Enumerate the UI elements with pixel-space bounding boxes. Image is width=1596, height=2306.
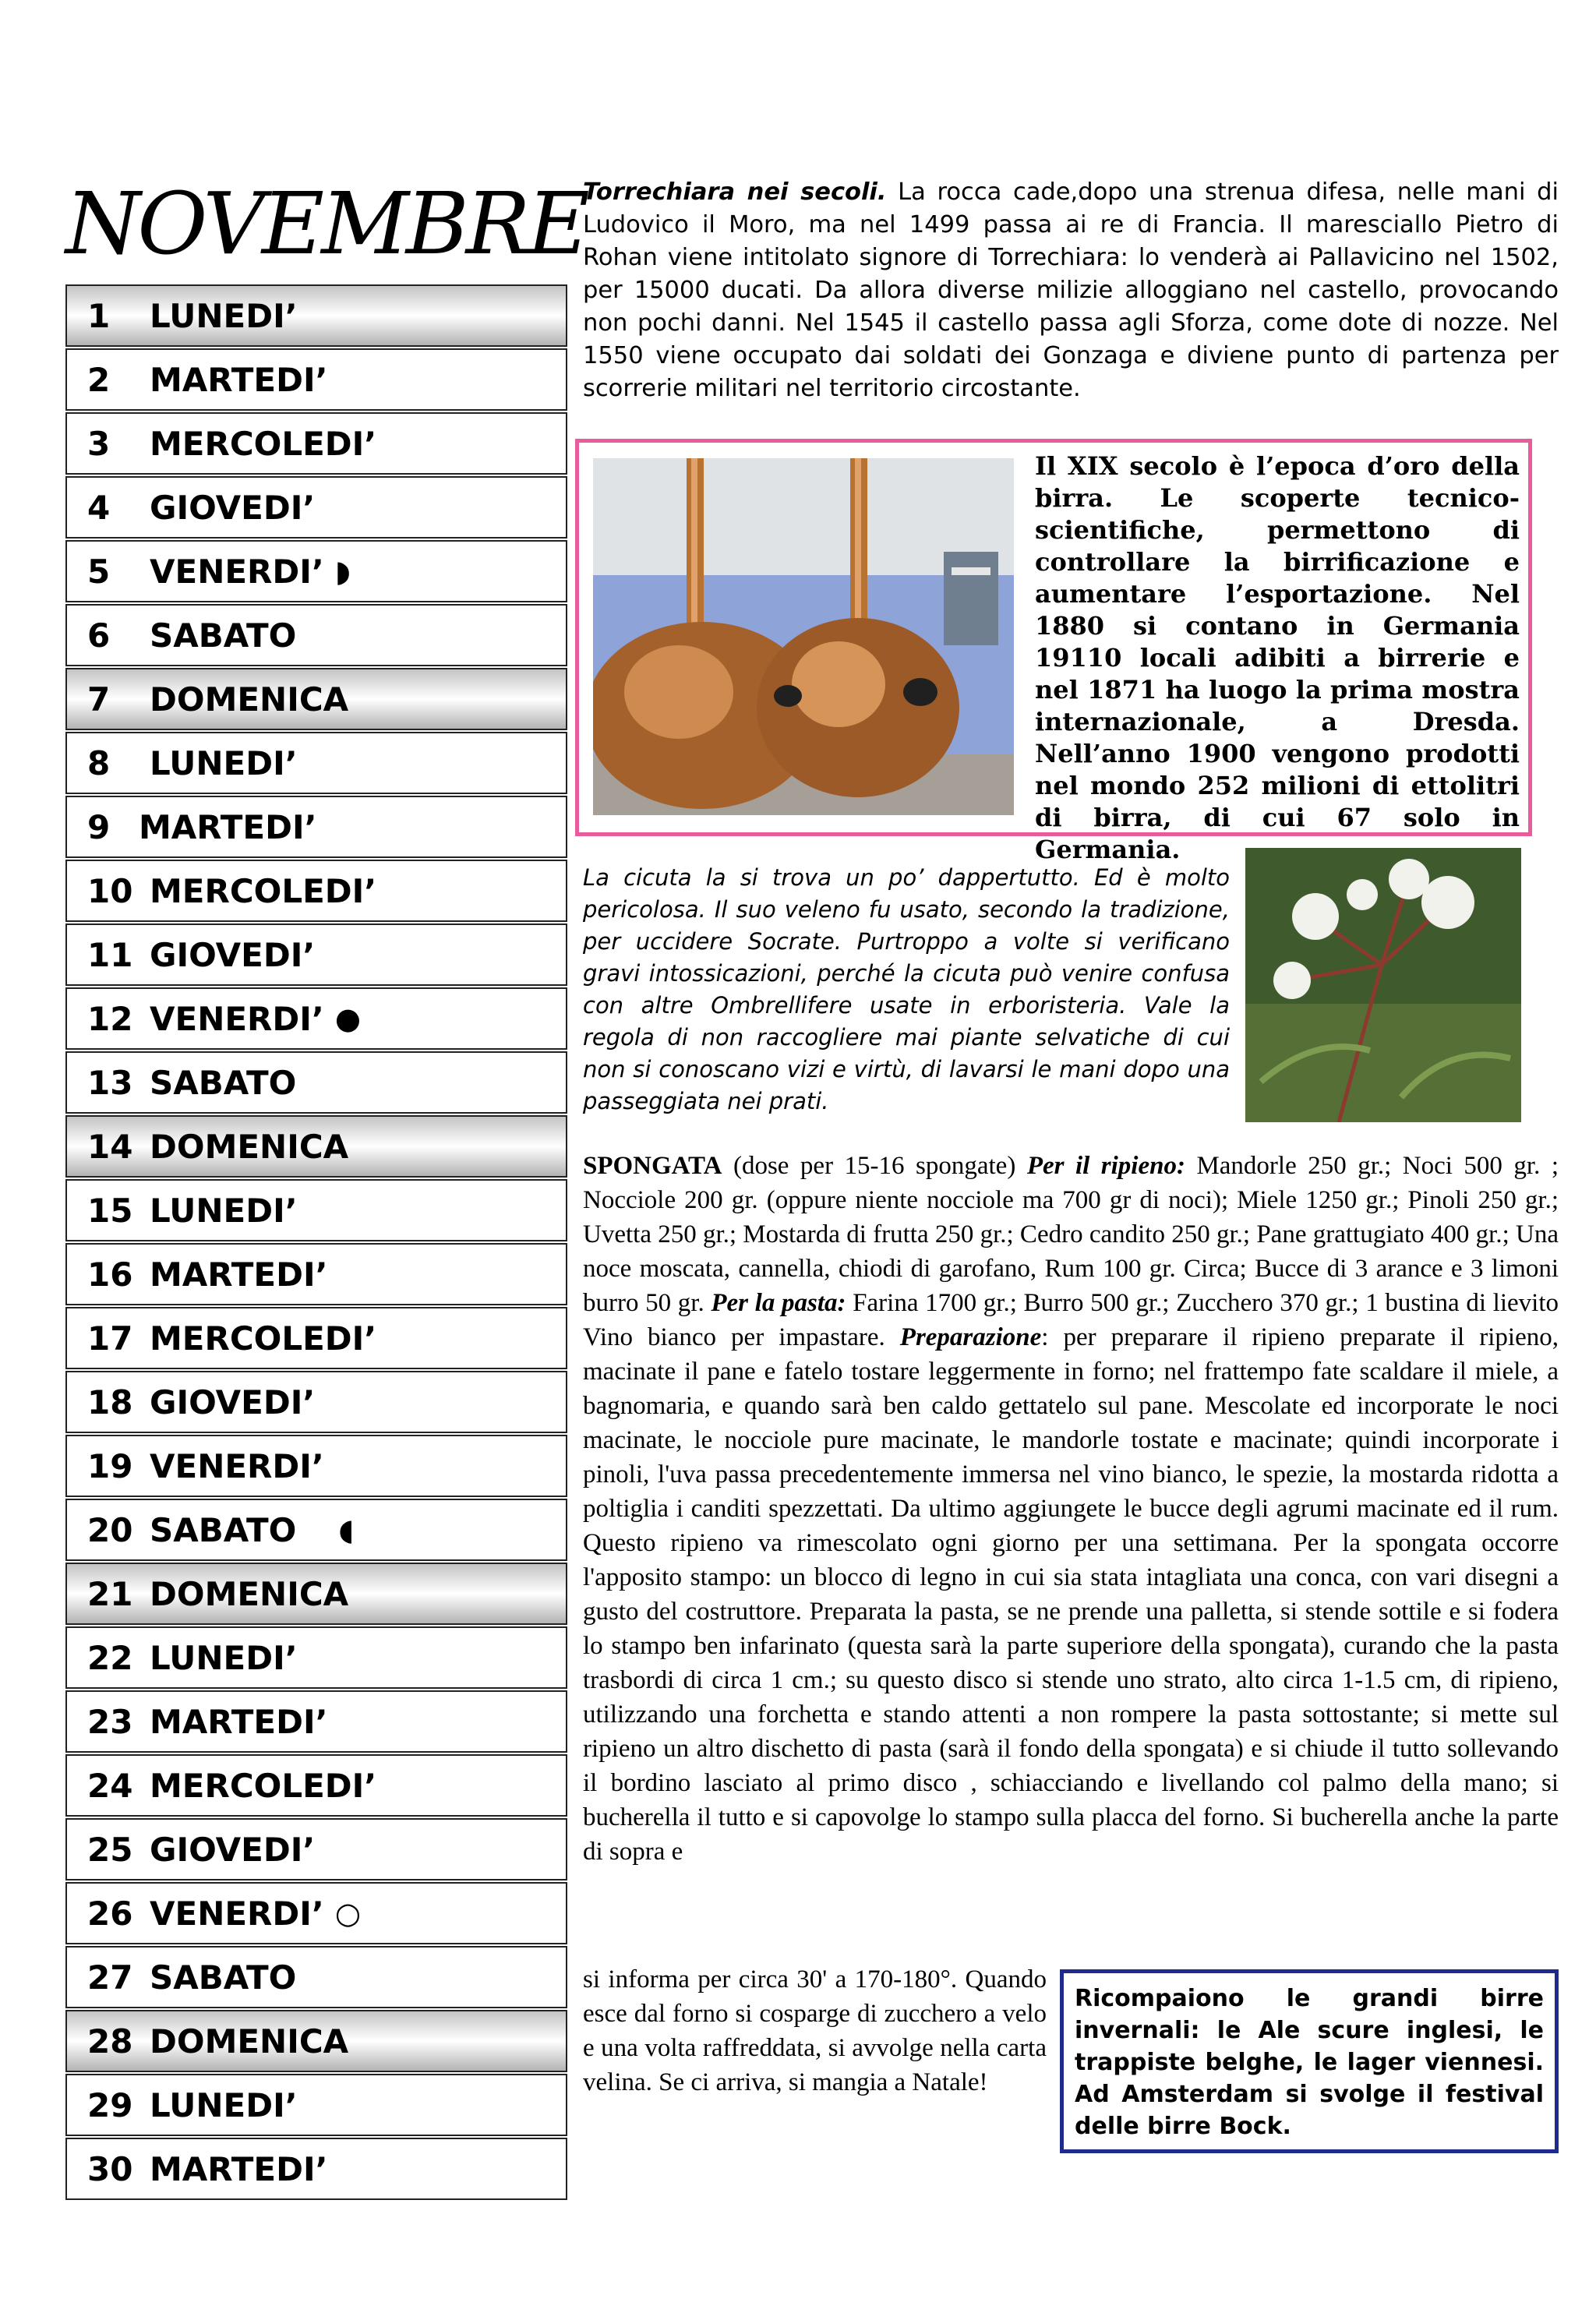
day-name: LUNEDI’ <box>150 1638 298 1677</box>
day-number: 26 <box>87 1894 133 1933</box>
day-name: SABATO <box>150 1958 297 1997</box>
day-name: LUNEDI’ <box>150 296 298 335</box>
day-number: 13 <box>87 1063 133 1102</box>
intro-body: La rocca cade,dopo una strenua difesa, nelle mani di Ludovico il Moro, ma nel 1499 passa ai re di Francia. Il maresciallo Pietro di Rohan viene intitolato signore di Torrechiara: lo venderà ai Pallavicino nel 1502, per 15000 ducati. Da allora diverse milizie alloggiano nel castello, provocando non pochi danni. Nel 1545 il castello passa agli Sforza, come dote di nozze. Nel 1550 viene occupato dai soldati dei Gonzaga e diviene punto di partenza per scorrerie militari nel territorio circostante. <box>583 178 1559 402</box>
hemlock-plant-photo <box>1245 848 1521 1122</box>
recipe-part-1: (dose per 15-16 spongate) <box>722 1152 1027 1180</box>
day-name: VENERDI’ <box>150 1894 324 1933</box>
day-row <box>65 1754 567 1817</box>
day-row <box>65 540 567 602</box>
day-row <box>65 348 567 411</box>
day-name: GIOVEDI’ <box>150 935 316 974</box>
day-number: 10 <box>87 871 133 910</box>
day-name: GIOVEDI’ <box>150 1830 316 1869</box>
day-name: MARTEDI’ <box>150 1702 328 1741</box>
day-name: LUNEDI’ <box>150 2085 298 2124</box>
day-number: 27 <box>87 1958 133 1997</box>
day-row <box>65 1882 567 1944</box>
day-number: 11 <box>87 935 133 974</box>
recipe-dough-label: Per la pasta: <box>711 1289 846 1317</box>
day-name: VENERDI’ <box>150 999 324 1038</box>
day-row <box>65 860 567 922</box>
day-row <box>65 732 567 794</box>
day-number: 28 <box>87 2022 133 2061</box>
day-row <box>65 604 567 666</box>
day-number: 20 <box>87 1510 133 1549</box>
day-number: 5 <box>87 552 111 591</box>
day-number: 18 <box>87 1383 133 1421</box>
day-number: 22 <box>87 1638 133 1677</box>
day-row <box>65 1626 567 1689</box>
day-name: SABATO <box>150 1063 297 1102</box>
recipe-filling-label: Per il ripieno: <box>1026 1152 1185 1180</box>
day-row <box>65 1179 567 1241</box>
brewery-kettles-photo <box>593 458 1014 815</box>
day-number: 8 <box>87 743 111 782</box>
day-number: 16 <box>87 1255 133 1294</box>
day-row <box>65 1051 567 1114</box>
recipe-part-4: : per preparare il ripieno preparate il ripieno, macinate il pane e fatelo tostare leggermente in forno; nel frattempo fate scaldare il miele, a bagnomaria, e quando sarà ben caldo gettatelo sul pane. Mescolate ed incorporate le noci macinate, le nocciole pure macinate, le mandorle tostate e macinate; quindi incorporate i pinoli, l'uva passa precedentemente immersa nel vino bianco, le spezie, la mostarda ridotta a poltiglia i canditi spezzettati. Da ultimo aggiungete le bucce degli agrumi macinate ed il rum. Questo ripieno va rimescolato ogni giorno per una settimana. Per la spongata occorre l'apposito stampo: un blocco di legno in cui sia stata intagliata una conca, con vari disegni a gusto del costruttore. Preparata la pasta, se ne prende una palletta, si stende sottile e si fodera lo stampo ben infarinato (questa sarà la parte superiore della spongata), curando che la pasta trasbordi di circa 1 cm.; su questo disco si stende uno strato, alto circa 1-1.5 cm, di ripieno, utilizzando una forchetta e stando attenti a non rompere la pasta sottostante; si mette sul ripieno un altro dischetto di pasta (sarà il fondo della spongata) e si chiude il tutto sollevando il bordino lasciato al primo disco , schiacciando e livellando col palmo della mano; si bucherella il tutto e si capovolge lo stampo sulla placca del forno. Si bucherella anche la parte di sopra e <box>583 1323 1559 1866</box>
beer-history-text: Il XIX secolo è l’epoca d’oro della birra. Le scoperte tecnico-scientifiche, permettono di controllare la birrificazione e aumentare l’esportazione. Nel 1880 si contano in Germania 19110 locali adibiti a birrerie e nel 1871 ha luogo la prima mostra internazionale, a Dresda. Nell’anno 1900 vengono prodotti nel mondo 252 milioni di ettolitri di birra, di cui 67 solo in Germania. <box>1035 451 1520 864</box>
day-row <box>65 1115 567 1178</box>
day-number: 21 <box>87 1574 133 1613</box>
day-number: 19 <box>87 1446 133 1485</box>
day-name: MERCOLEDI’ <box>150 871 377 910</box>
day-number: 23 <box>87 1702 133 1741</box>
hemlock-paragraph: La cicuta la si trova un po’ dappertutto. Ed è molto pericolosa. Il suo veleno fu usato, secondo la tradizione, per uccidere Socrate. Purtroppo a volte si verificano gravi intossicazioni, perché la cicuta può venire confusa con altre Ombrellifere usate in erboristeria. Vale la regola di non raccogliere mai piante selvatiche di cui non si conoscano vizi e virtù, di lavarsi le mani dopo una passeggiata nei prati. <box>583 864 1230 1114</box>
moon-phase-icon: ◗ <box>334 554 351 588</box>
recipe-prep-label: Preparazione <box>899 1323 1042 1351</box>
day-name: MARTEDI’ <box>150 360 328 399</box>
spongata-recipe <box>583 1149 1559 1869</box>
recipe-ending: si informa per circa 30' a 170-180°. Quando esce dal forno si cosparge di zucchero a velo e una volta raffreddata, si avvolge nella carta velina. Se ci arriva, si mangia a Natale! <box>583 1965 1047 2096</box>
day-name: DOMENICA <box>150 1127 349 1166</box>
day-name: MARTEDI’ <box>150 2149 328 2188</box>
day-number: 29 <box>87 2085 133 2124</box>
day-number: 9 <box>87 807 111 846</box>
day-row <box>65 1499 567 1561</box>
day-number: 24 <box>87 1766 133 1805</box>
day-row <box>65 2138 567 2200</box>
day-name: DOMENICA <box>150 2022 349 2061</box>
day-name: LUNEDI’ <box>150 1191 298 1230</box>
intro-lead: Torrechiara nei secoli. <box>583 178 887 206</box>
moon-phase-icon: ● <box>334 1001 361 1036</box>
day-number: 4 <box>87 488 111 527</box>
day-number: 17 <box>87 1319 133 1358</box>
day-number: 30 <box>87 2149 133 2188</box>
day-name: MARTEDI’ <box>150 1255 328 1294</box>
intro-paragraph <box>583 176 1559 405</box>
day-row <box>65 796 567 858</box>
day-row <box>65 1371 567 1433</box>
day-name: SABATO <box>150 616 297 655</box>
day-name: MERCOLEDI’ <box>150 1766 377 1805</box>
day-number: 7 <box>87 680 111 719</box>
day-row <box>65 668 567 730</box>
recipe-title: SPONGATA <box>583 1152 722 1180</box>
day-name: MERCOLEDI’ <box>150 424 377 463</box>
recipe-part-3: Farina 1700 gr.; Burro 500 gr.; Zucchero 370 gr.; 1 bustina di lievito Vino bianco per impastare. <box>583 1289 1559 1351</box>
day-number: 12 <box>87 999 133 1038</box>
day-row <box>65 2010 567 2072</box>
month-title: NOVEMBRE <box>65 174 587 274</box>
day-name: DOMENICA <box>150 1574 349 1613</box>
day-row <box>65 987 567 1050</box>
beer-history-box <box>575 439 1532 864</box>
day-list <box>65 284 567 2202</box>
day-name: DOMENICA <box>150 680 349 719</box>
day-row <box>65 1946 567 2008</box>
day-name: VENERDI’ <box>150 552 324 591</box>
day-name: VENERDI’ <box>150 1446 324 1485</box>
recipe-part-2: Mandorle 250 gr.; Noci 500 gr. ; Nocciole 200 gr. (oppure niente nocciole ma 700 gr di noci); Miele 1250 gr.; Pinoli 250 gr.; Uvetta 250 gr.; Mostarda di frutta 250 gr.; Cedro candito 250 gr.; Pane grattugiato 400 gr.; Una noce moscata, cannella, chiodi di garofano, Rum 100 gr. Circa; Bucce di 3 arance e 3 limoni burro 50 gr. <box>583 1152 1559 1317</box>
day-row <box>65 1307 567 1369</box>
day-row <box>65 1435 567 1497</box>
day-name: GIOVEDI’ <box>150 488 316 527</box>
day-name: MERCOLEDI’ <box>150 1319 377 1358</box>
moon-phase-icon: ◖ <box>338 1513 355 1547</box>
day-row <box>65 1563 567 1625</box>
day-name: MARTEDI’ <box>139 807 317 846</box>
moon-phase-icon: ○ <box>334 1896 361 1930</box>
day-number: 14 <box>87 1127 133 1166</box>
day-number: 25 <box>87 1830 133 1869</box>
day-number: 2 <box>87 360 111 399</box>
day-name: LUNEDI’ <box>150 743 298 782</box>
day-row <box>65 2074 567 2136</box>
day-name: GIOVEDI’ <box>150 1383 316 1421</box>
day-number: 1 <box>87 296 111 335</box>
day-number: 6 <box>87 616 111 655</box>
day-row <box>65 476 567 539</box>
day-row <box>65 923 567 986</box>
day-row <box>65 1243 567 1305</box>
day-row <box>65 1690 567 1753</box>
winter-beers-box: Ricompaiono le grandi birre invernali: le Ale scure inglesi, le trappiste belghe, le lager viennesi. Ad Amsterdam si svolge il festival delle birre Bock. <box>1060 1969 1559 2153</box>
day-row <box>65 412 567 475</box>
day-number: 3 <box>87 424 111 463</box>
day-number: 15 <box>87 1191 133 1230</box>
day-row <box>65 1818 567 1880</box>
day-row <box>65 284 567 347</box>
day-name: SABATO <box>150 1510 297 1549</box>
